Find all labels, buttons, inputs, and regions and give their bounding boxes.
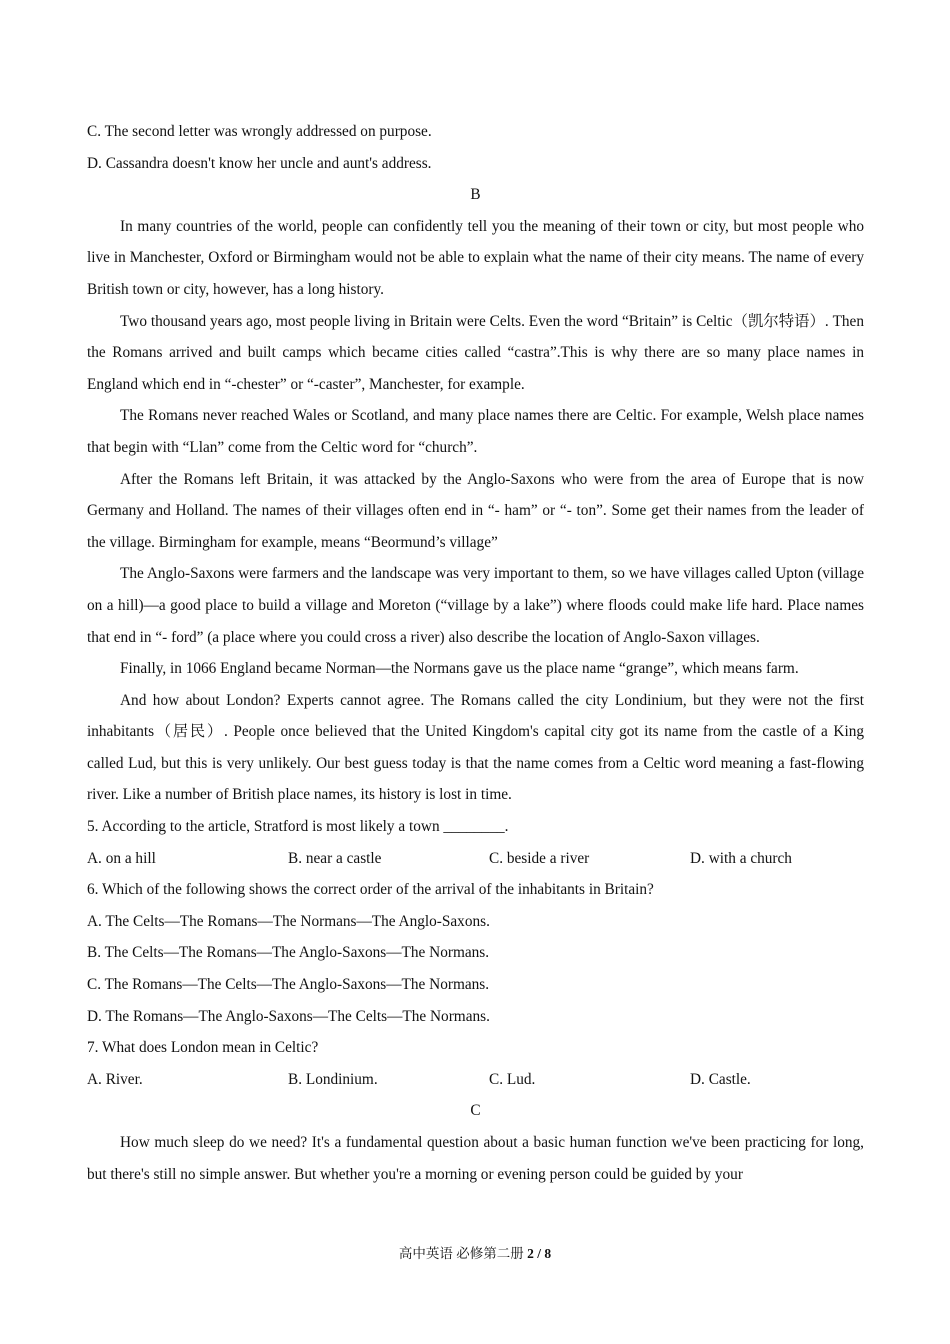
question-7-option-a: A. River. bbox=[87, 1070, 143, 1088]
passage-b-paragraph-5: The Anglo-Saxons were farmers and the landscape was very important to them, so we have villages called Upton (village on a hill)—a good place to build a village and Moreton (“village by a lake”) where floods could make life hard. Place names that end in “- ford” (a place where you could cross a river) also describe the location of Anglo-Saxon villages. bbox=[87, 565, 864, 646]
question-7-option-c: C. Lud. bbox=[489, 1070, 536, 1088]
question-6-option-a: A. The Celts—The Romans—The Normans—The Anglo-Saxons. bbox=[87, 912, 490, 930]
question-7-option-d: D. Castle. bbox=[690, 1070, 751, 1088]
page-content bbox=[87, 116, 864, 1190]
question-5-stem: 5. According to the article, Stratford is most likely a town ________. bbox=[87, 818, 509, 836]
passage-c-label: C bbox=[470, 1102, 481, 1120]
question-6-stem: 6. Which of the following shows the correct order of the arrival of the inhabitants in Britain? bbox=[87, 881, 654, 899]
question-6-option-b: B. The Celts—The Romans—The Anglo-Saxons—The Normans. bbox=[87, 944, 490, 962]
passage-b-paragraph-2: Two thousand years ago, most people living in Britain were Celts. Even the word “Britain” is Celtic（凯尔特语）. Then the Romans arrived and built camps which became cities called “castra”.This is why there are so many place names in England which end in “-chester” or “-caster”, Manchester, for example. bbox=[87, 312, 864, 393]
page-number: 2 / 8 bbox=[527, 1246, 552, 1261]
question-6-option-d: D. The Romans—The Anglo-Saxons—The Celts—The Normans. bbox=[87, 1007, 490, 1025]
question-5-option-c: C. beside a river bbox=[489, 849, 590, 867]
question-6-option-c: C. The Romans—The Celts—The Anglo-Saxons—The Normans. bbox=[87, 976, 490, 994]
page-footer bbox=[0, 1244, 950, 1264]
option-d-prev-question: D. Cassandra doesn't know her uncle and aunt's address. bbox=[87, 154, 432, 172]
passage-b-paragraph-4: After the Romans left Britain, it was attacked by the Anglo-Saxons who were from the area of Europe that is now Germany and Holland. The names of their villages often end in “- ham” or “- ton”. Some get their names from the leader of the village. Birmingham for example, means “Beormund’s village” bbox=[87, 470, 864, 551]
question-5-option-d: D. with a church bbox=[690, 849, 792, 867]
passage-b-paragraph-7: And how about London? Experts cannot agree. The Romans called the city Londinium, but they were not the first inhabitants（居民）. People once believed that the United Kingdom's capital city got its name from the castle of a King called Lud, but this is very unlikely. Our best guess today is that the name comes from a Celtic word meaning a fast-flowing river. Like a number of British place names, its history is lost in time. bbox=[87, 691, 864, 804]
passage-b-paragraph-1: In many countries of the world, people can confidently tell you the meaning of their town or city, but most people who live in Manchester, Oxford or Birmingham would not be able to explain what the name of their city means. The name of every British town or city, however, has a long history. bbox=[87, 217, 864, 298]
question-7-stem: 7. What does London mean in Celtic? bbox=[87, 1039, 319, 1057]
question-5-option-b: B. near a castle bbox=[288, 849, 382, 867]
passage-b-paragraph-6: Finally, in 1066 England became Norman—the Normans gave us the place name “grange”, which means farm. bbox=[120, 660, 799, 678]
question-5-option-a: A. on a hill bbox=[87, 849, 156, 867]
passage-c-paragraph-1: How much sleep do we need? It's a fundamental question about a basic human function we've been practicing for long, but there's still no simple answer. But whether you're a morning or evening person could be guided by your bbox=[87, 1134, 864, 1183]
passage-b-paragraph-3: The Romans never reached Wales or Scotland, and many place names there are Celtic. For example, Welsh place names that begin with “Llan” come from the Celtic word for “church”. bbox=[87, 407, 864, 456]
question-7-option-b: B. Londinium. bbox=[288, 1070, 378, 1088]
footer-course-title: 高中英语 必修第二册 bbox=[398, 1246, 524, 1261]
option-c-prev-question: C. The second letter was wrongly addressed on purpose. bbox=[87, 123, 432, 140]
question-5-options bbox=[87, 843, 864, 875]
question-7-options bbox=[87, 1064, 864, 1096]
passage-b-label: B bbox=[470, 186, 481, 204]
